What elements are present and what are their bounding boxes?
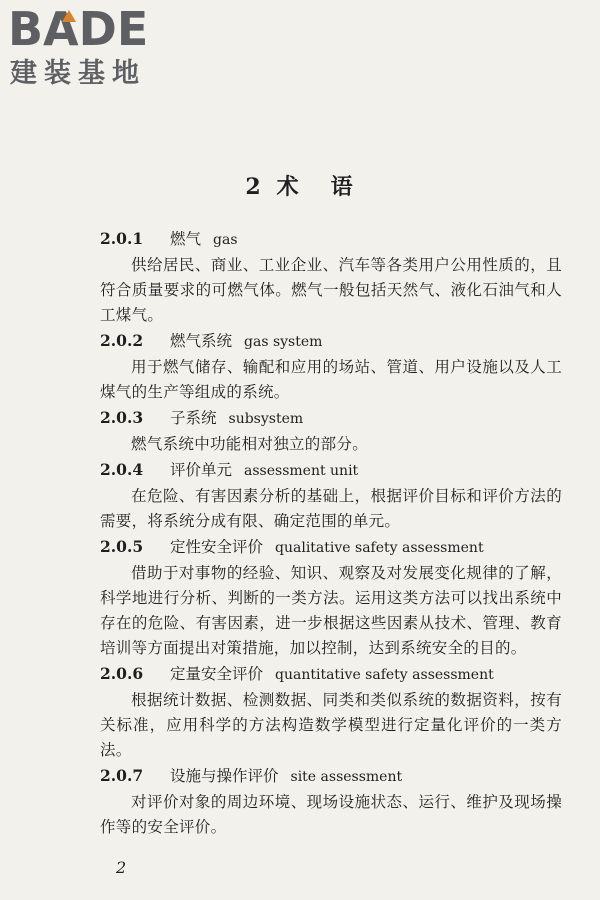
term-heading <box>100 457 562 484</box>
chapter-word-1: 术 <box>276 174 301 200</box>
term-definition: 燃气系统中功能相对独立的部分。 <box>131 435 369 453</box>
term-english: quantitative safety assessment <box>275 667 494 683</box>
logo-subtitle: 建装基地 <box>10 58 146 89</box>
term-number: 2.0.4 <box>100 460 144 479</box>
logo-accent-mark <box>62 10 76 22</box>
term-heading <box>100 763 562 790</box>
term-number: 2.0.3 <box>100 408 144 427</box>
term-number: 2.0.5 <box>100 537 144 556</box>
term-chinese: 设施与操作评价 <box>170 767 279 785</box>
term-number: 2.0.2 <box>100 331 144 350</box>
term-english: gas <box>213 232 238 248</box>
term-english: assessment unit <box>244 463 359 479</box>
term-number: 2.0.7 <box>100 766 144 785</box>
term-heading <box>100 328 562 355</box>
term-definition: 根据统计数据、检测数据、同类和类似系统的数据资料，按有关标准，应用科学的方法构造数学模型进行定量化评价的一类方法。 <box>100 691 562 759</box>
term-english: gas system <box>244 334 323 350</box>
term-heading <box>100 661 562 688</box>
term-chinese: 评价单元 <box>170 461 233 479</box>
term-definition: 供给居民、商业、工业企业、汽车等各类用户公用性质的，且符合质量要求的可燃气体。燃气一般包括天然气、液化石油气和人工煤气。 <box>100 256 562 324</box>
term-definition: 借助于对事物的经验、知识、观察及对发展变化规律的了解，科学地进行分析、判断的一类方法。运用这类方法可以找出系统中存在的危险、有害因素，进一步根据这些因素从技术、管理、教育培训等方面提出对策措施，加以控制，达到系统安全的目的。 <box>100 564 562 657</box>
term-definition: 对评价对象的周边环境、现场设施状态、运行、维护及现场操作等的安全评价。 <box>100 793 562 836</box>
term-chinese: 定量安全评价 <box>170 665 264 683</box>
term-definition: 在危险、有害因素分析的基础上，根据评价目标和评价方法的需要，将系统分成有限、确定范围的单元。 <box>100 487 562 530</box>
term-definition: 用于燃气储存、输配和应用的场站、管道、用户设施以及人工煤气的生产等组成的系统。 <box>100 358 562 401</box>
term-number: 2.0.6 <box>100 664 144 683</box>
chapter-title <box>0 170 600 201</box>
term-heading <box>100 405 562 432</box>
term-chinese: 定性安全评价 <box>170 538 264 556</box>
term-chinese: 燃气 <box>170 230 202 248</box>
chapter-number: 2 <box>245 174 263 200</box>
term-chinese: 子系统 <box>170 409 217 427</box>
term-english: subsystem <box>228 411 304 427</box>
terms-list <box>100 226 562 840</box>
logo-wordmark: BADE <box>8 2 149 56</box>
term-number: 2.0.1 <box>100 229 144 248</box>
term-heading <box>100 534 562 561</box>
term-english: site assessment <box>290 769 403 785</box>
chapter-word-2: 语 <box>330 174 355 200</box>
term-heading <box>100 226 562 253</box>
logo <box>8 4 178 96</box>
term-chinese: 燃气系统 <box>170 332 233 350</box>
page-number: 2 <box>116 858 127 877</box>
term-english: qualitative safety assessment <box>275 540 484 556</box>
